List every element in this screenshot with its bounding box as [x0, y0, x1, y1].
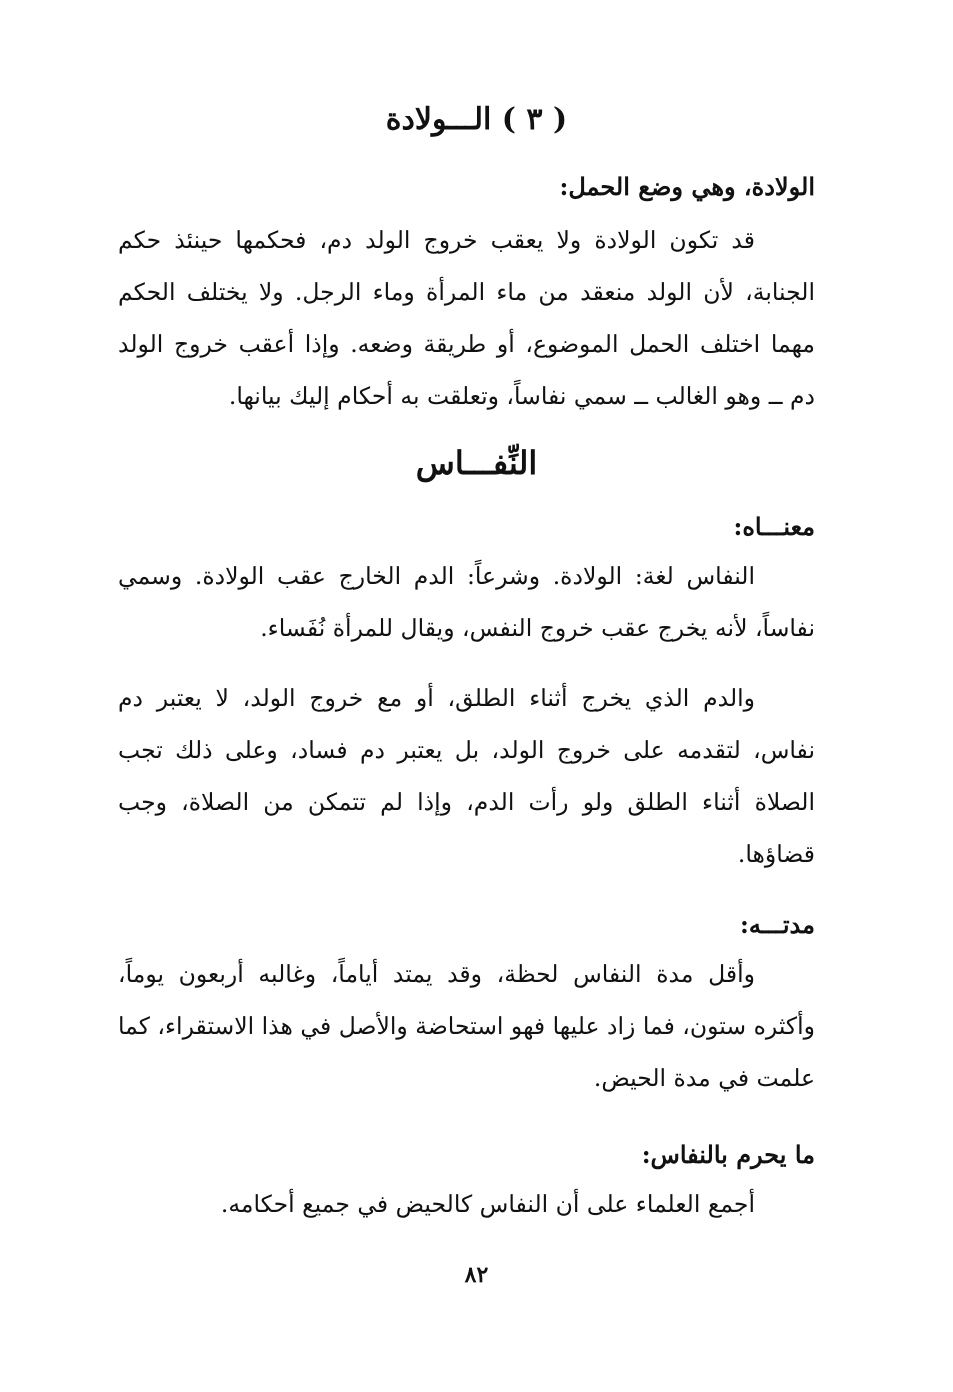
paragraph-forbidden: أجمع العلماء على أن النفاس كالحيض في جميع أحكامه. [220, 1190, 755, 1218]
paragraph-duration: وأقل مدة النفاس لحظة، وقد يمتد أياماً، وغالبه أربعون يوماً، وأكثره ستون، فما زاد عليها فهو استحاضة والأصل في هذا الاستقراء، كما علمت في مدة الحيض. [118, 960, 815, 1092]
section-heading-birth: الولادة، وهي وضع الحمل: [559, 172, 815, 201]
section-heading-duration: مدتـــه: [740, 910, 815, 939]
paragraph-meaning-1: النفاس لغة: الولادة. وشرعاً: الدم الخارج عقب الولادة. وسمي نفاساً، لأنه يخرج عقب خروج النفس، ويقال للمرأة نُفَساء. [118, 562, 815, 642]
section-heading-forbidden: ما يحرم بالنفاس: [641, 1140, 815, 1169]
paragraph-meaning-2: والدم الذي يخرج أثناء الطلق، أو مع خروج الولد، لا يعتبر دم نفاس، لتقدمه على خروج الولد، بل يعتبر دم فساد، وعلى ذلك تجب الصلاة أثناء الطلق ولو رأت الدم، وإذا لم تتمكن من الصلاة، وجب قضاؤها. [118, 684, 815, 868]
subtitle-nifas: النِّفـــاس [415, 444, 538, 482]
page-number: ٨٢ [464, 1262, 489, 1288]
chapter-title: ( ٣ ) الـــولادة [385, 102, 568, 137]
section-heading-meaning: معنـــاه: [733, 512, 815, 541]
paragraph-birth: قد تكون الولادة ولا يعقب خروج الولد دم، فحكمها حينئذ حكم الجنابة، لأن الولد منعقد من ماء المرأة وماء الرجل. ولا يختلف الحكم مهما اختلف الحمل الموضوع، أو طريقة وضعه. وإذا أعقب خروج الولد دم ــ وهو الغالب ــ سمي نفاساً، وتعلقت به أحكام إليك بيانها. [118, 226, 815, 410]
